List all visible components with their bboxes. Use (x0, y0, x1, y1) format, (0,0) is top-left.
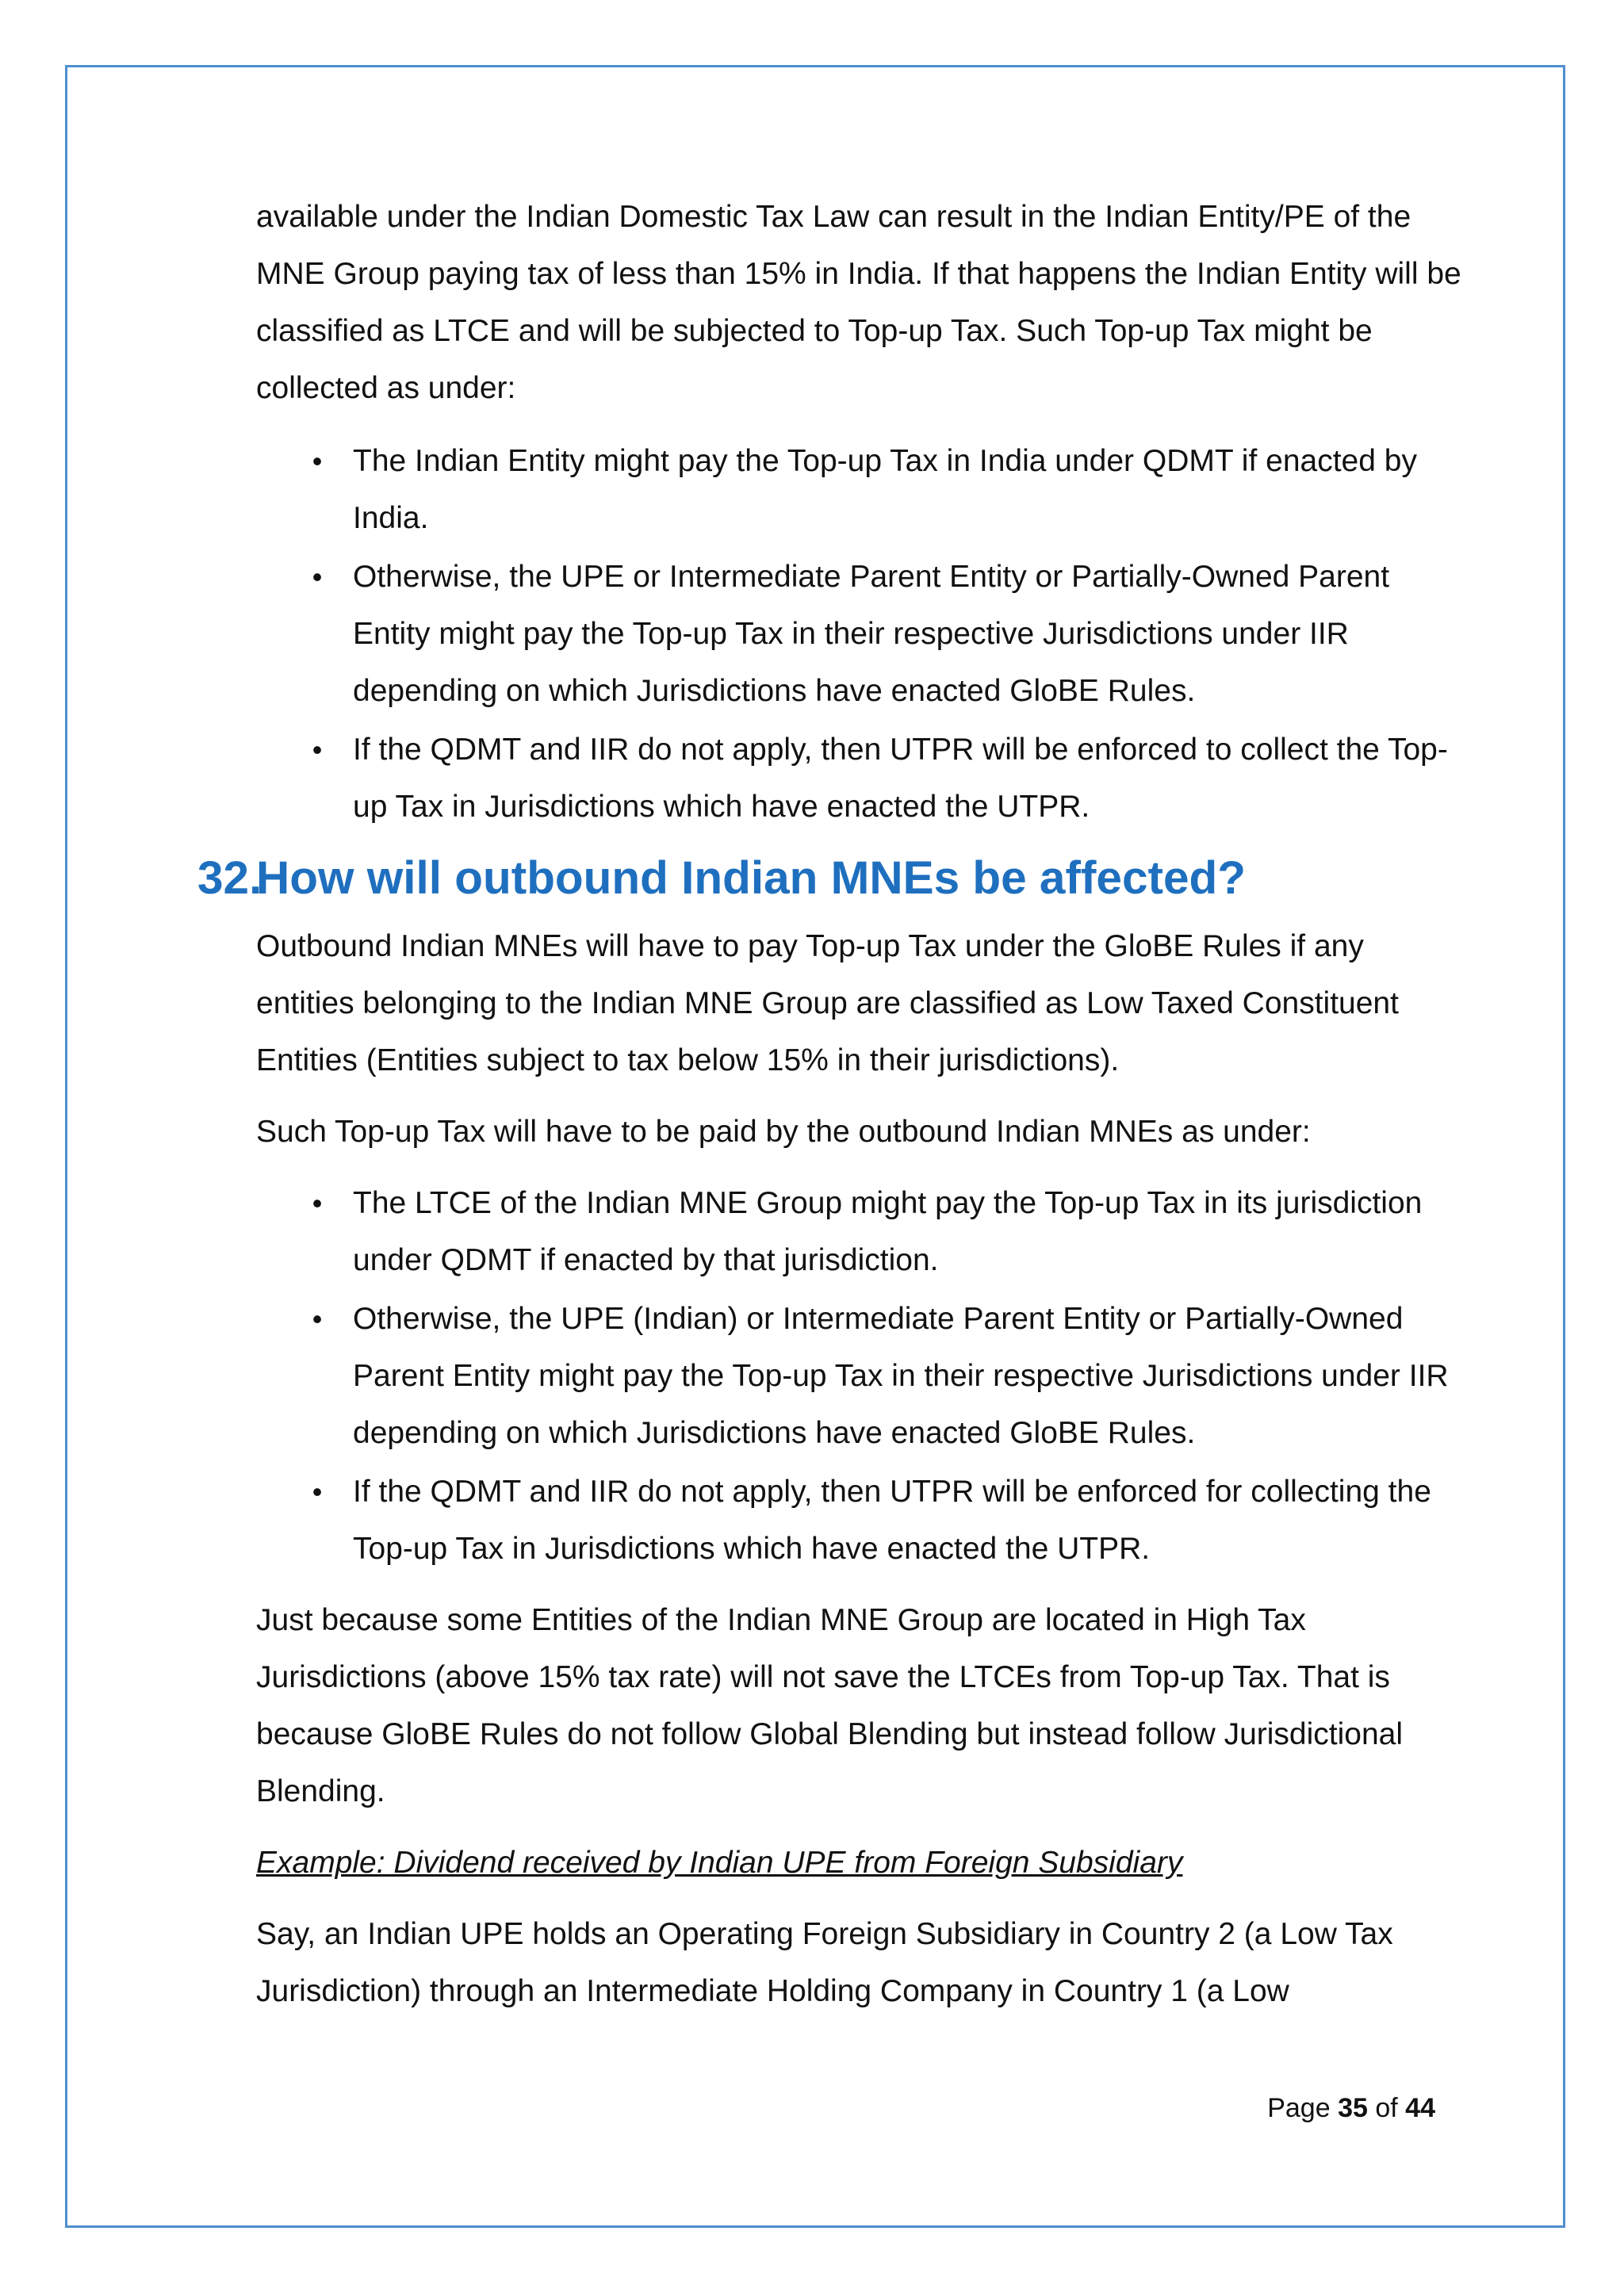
bullet-icon: • (312, 1475, 323, 1508)
section-paragraph-3: Just because some Entities of the Indian MNE Group are located in High Tax Jurisdictions (above 15% tax rate) will not save the LTCEs from Top-up Tax. That is because GloBE Rules do not follow Global Blending but instead follow Jurisdictional Blending. (256, 1603, 1404, 1808)
intro-bullet-list (256, 433, 1469, 836)
bullet-icon: • (312, 1303, 323, 1335)
section-title: How will outbound Indian MNEs be affected? (256, 852, 1246, 904)
example-text: Say, an Indian UPE holds an Operating Foreign Subsidiary in Country 2 (a Low Tax Jurisdiction) through an Intermediate Holding Company in Country 1 (a Low (256, 1917, 1393, 2008)
bullet-icon: • (312, 561, 323, 593)
section-bullet-list (256, 1175, 1469, 1578)
intro-paragraph: available under the Indian Domestic Tax Law can result in the Indian Entity/PE of the MNE Group paying tax of less than 15% in India. If that happens the Indian Entity will be classified as LTCE and will be subjected to Top-up Tax. Such Top-up Tax might be collected as under: (256, 200, 1461, 405)
page-label: Page (1267, 2093, 1331, 2123)
total-pages: 44 (1405, 2093, 1435, 2123)
list-item: • The Indian Entity might pay the Top-up Tax in India under QDMT if enacted by India. (256, 433, 1469, 547)
section-number: 32. (197, 852, 262, 904)
section-paragraph-1: Outbound Indian MNEs will have to pay Top-up Tax under the GloBE Rules if any entities belonging to the Indian MNE Group are classified as Low Taxed Constituent Entities (Entities subject to tax below 15% in their jurisdictions). (256, 929, 1399, 1077)
bullet-icon: • (312, 1187, 323, 1219)
list-item: • The LTCE of the Indian MNE Group might pay the Top-up Tax in its jurisdiction under QDMT if enacted by that jurisdiction. (256, 1175, 1469, 1289)
of-label: of (1375, 2093, 1398, 2123)
section-paragraph-2: Such Top-up Tax will have to be paid by the outbound Indian MNEs as under: (256, 1115, 1311, 1149)
example-title: Example: Dividend received by Indian UPE from Foreign Subsidiary (256, 1846, 1183, 1880)
page-number: 35 (1338, 2093, 1368, 2123)
page-content (197, 189, 1469, 2034)
list-item: • If the QDMT and IIR do not apply, then UTPR will be enforced for collecting the Top-up Tax in Jurisdictions which have enacted the UTPR. (256, 1464, 1469, 1578)
list-item: • Otherwise, the UPE (Indian) or Intermediate Parent Entity or Partially-Owned Parent Entity might pay the Top-up Tax in their respective Jurisdictions under IIR depending on which Jurisdictions have enacted GloBE Rules. (256, 1291, 1469, 1462)
page-footer (1267, 2093, 1435, 2124)
section-heading (197, 850, 1469, 907)
bullet-icon: • (312, 733, 323, 766)
bullet-icon: • (312, 445, 323, 477)
list-item: • If the QDMT and IIR do not apply, then UTPR will be enforced to collect the Top-up Tax in Jurisdictions which have enacted the UTPR. (256, 721, 1469, 836)
list-item: • Otherwise, the UPE or Intermediate Parent Entity or Partially-Owned Parent Entity might pay the Top-up Tax in their respective Jurisdictions under IIR depending on which Jurisdictions have enacted GloBE Rules. (256, 549, 1469, 720)
